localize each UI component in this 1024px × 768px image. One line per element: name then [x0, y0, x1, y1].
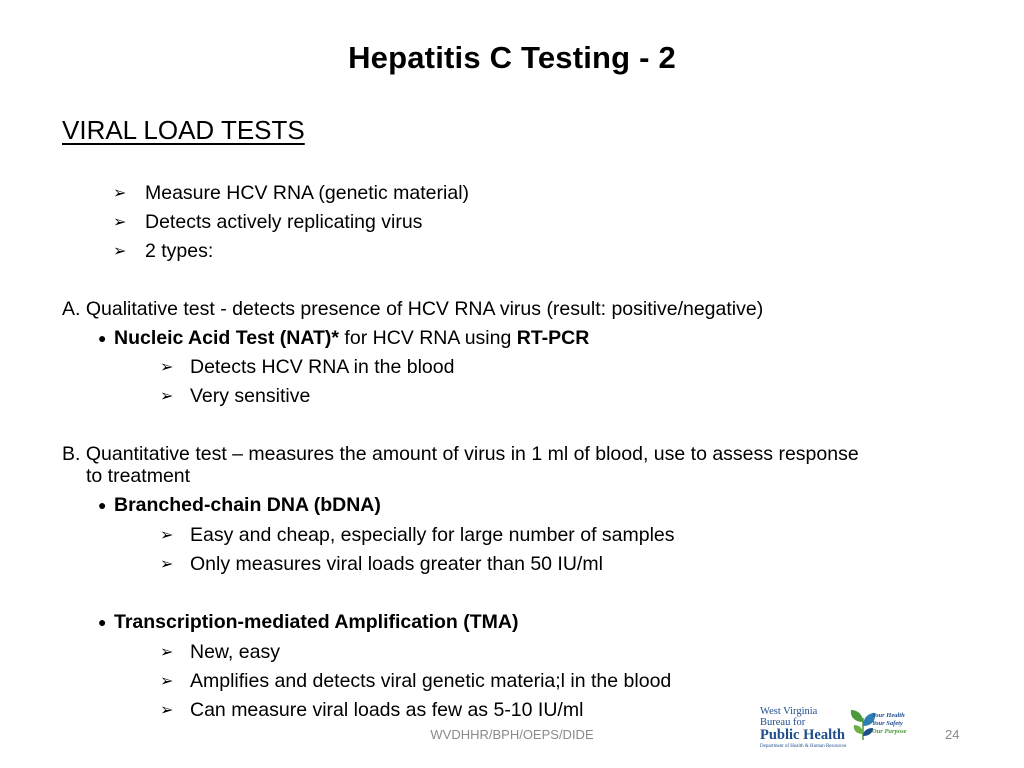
logo-line: Public Health — [760, 727, 845, 743]
arrow-bullet-icon: ➢ — [160, 527, 174, 544]
dot-bullet-icon: ● — [98, 497, 107, 513]
list-item: Amplifies and detects viral genetic materia;l in the blood — [190, 670, 672, 692]
arrow-bullet-icon: ➢ — [160, 388, 174, 405]
logo-line: Department of Health & Human Resources — [760, 744, 847, 749]
page-number: 24 — [945, 727, 960, 742]
arrow-bullet-icon: ➢ — [160, 359, 174, 376]
section-a-text: A. Qualitative test - detects presence of HCV RNA virus (result: positive/negative) — [62, 298, 764, 320]
arrow-bullet-icon: ➢ — [160, 673, 174, 690]
slide-title: Hepatitis C Testing - 2 — [348, 40, 676, 75]
logo-line: West Virginia — [760, 706, 818, 717]
section-b-text-continued: to treatment — [86, 465, 191, 487]
dot-bullet-icon: ● — [98, 330, 107, 346]
nat-middle: for HCV RNA using — [339, 327, 517, 349]
logo-tag-line: Your Safety — [872, 720, 903, 727]
list-item: Only measures viral loads greater than 50 IU/ml — [190, 553, 603, 575]
arrow-bullet-icon: ➢ — [113, 214, 127, 231]
logo-line: Bureau for — [760, 717, 806, 728]
logo-text — [760, 706, 850, 750]
section-a-bullet — [114, 327, 589, 350]
logo-tag-line: Our Purpose — [872, 728, 907, 735]
list-item: 2 types: — [145, 240, 214, 262]
arrow-bullet-icon: ➢ — [160, 702, 174, 719]
section-heading: VIRAL LOAD TESTS — [62, 115, 305, 145]
arrow-bullet-icon: ➢ — [160, 644, 174, 661]
wv-public-health-logo — [760, 706, 920, 752]
arrow-bullet-icon: ➢ — [160, 556, 174, 573]
arrow-bullet-icon: ➢ — [113, 243, 127, 260]
section-b-text: B. Quantitative test – measures the amount of virus in 1 ml of blood, use to assess response — [62, 443, 859, 465]
bdna-bullet: Branched-chain DNA (bDNA) — [114, 494, 381, 516]
list-item: New, easy — [190, 641, 280, 663]
logo-tag-line: Your Health — [872, 712, 905, 719]
list-item: Detects actively replicating virus — [145, 211, 423, 233]
list-item: Can measure viral loads as few as 5-10 IU/ml — [190, 699, 584, 721]
logo-tagline — [872, 712, 907, 736]
dot-bullet-icon: ● — [98, 614, 107, 630]
tma-bullet: Transcription-mediated Amplification (TMA) — [114, 611, 519, 633]
nat-label: Nucleic Acid Test (NAT)* — [114, 327, 340, 349]
list-item: Very sensitive — [190, 385, 311, 407]
rt-pcr-label: RT-PCR — [516, 327, 590, 349]
arrow-bullet-icon: ➢ — [113, 185, 127, 202]
list-item: Measure HCV RNA (genetic material) — [145, 182, 470, 204]
list-item: Easy and cheap, especially for large number of samples — [190, 524, 675, 546]
footer-text: WVDHHR/BPH/OEPS/DIDE — [430, 727, 594, 742]
list-item: Detects HCV RNA in the blood — [190, 356, 455, 378]
